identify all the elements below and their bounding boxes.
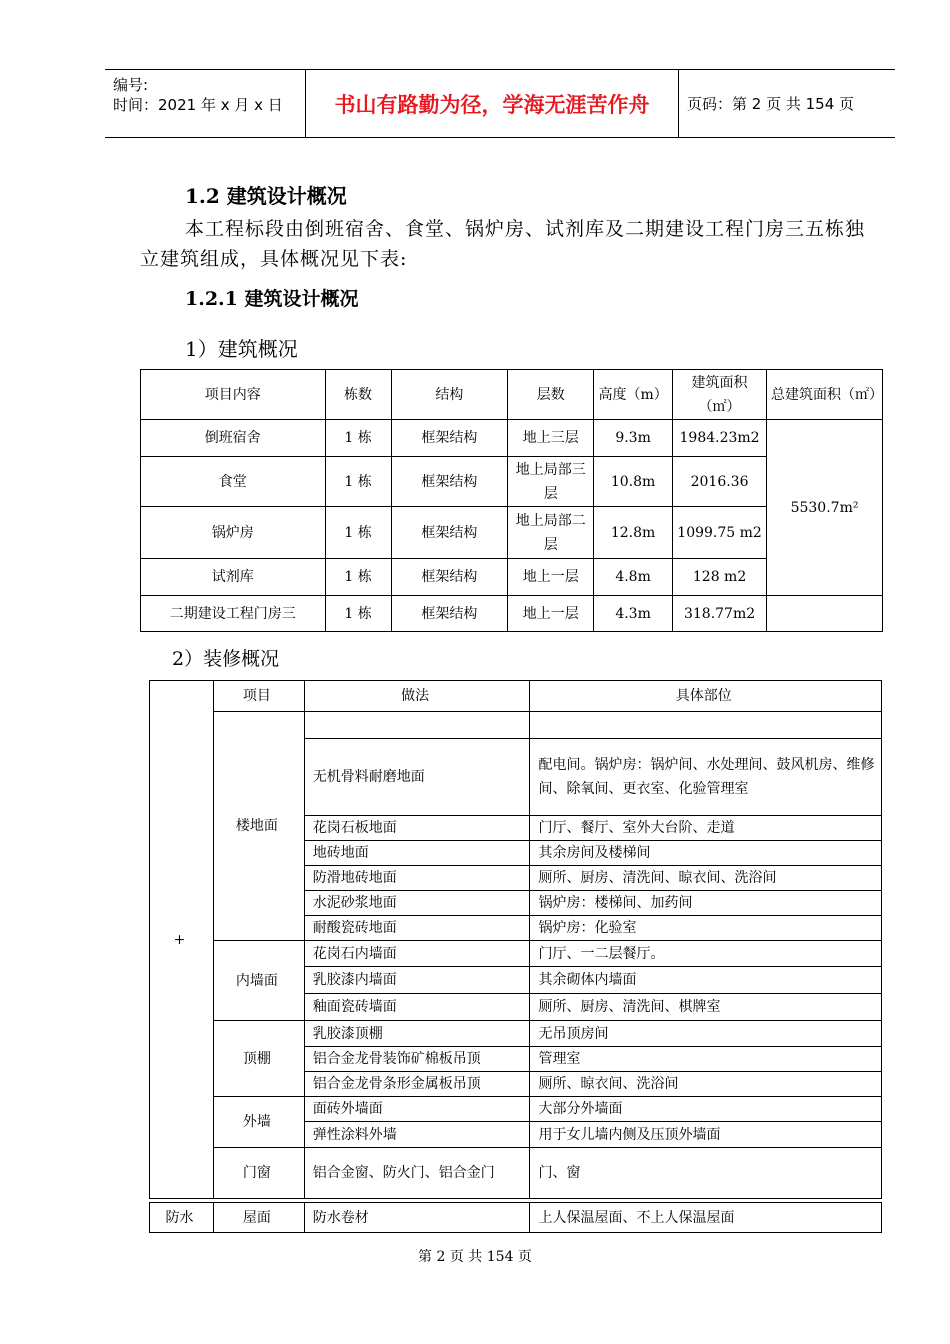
method-cell: 水泥砂浆地面 [304, 891, 530, 916]
waterproof-table [149, 1202, 882, 1233]
location-cell: 用于女儿墙内侧及压顶外墙面 [530, 1122, 882, 1148]
cell: 1 栋 [325, 420, 391, 457]
location-cell [530, 712, 882, 739]
group-inner-wall: 内墙面 [213, 941, 304, 1021]
method-cell: 地砖地面 [304, 841, 530, 866]
decoration-table [149, 680, 882, 1199]
location-cell: 门厅、一二层餐厅。 [530, 941, 882, 967]
location-cell: 上人保温屋面、不上人保温屋面 [530, 1203, 882, 1233]
method-cell: 铝合金龙骨装饰矿棉板吊顶 [304, 1047, 530, 1072]
cell: 10.8m [594, 457, 673, 507]
cell: 框架结构 [391, 596, 508, 632]
group-waterproof: 防水 [150, 1203, 214, 1233]
cell: 锅炉房 [141, 507, 326, 559]
building-overview-title: 1）建筑概况 [185, 337, 298, 361]
total-area-cell: 5530.7m² [767, 420, 883, 596]
cell: 地上三层 [508, 420, 594, 457]
method-cell: 铝合金龙骨条形金属板吊顶 [304, 1072, 530, 1097]
table-row [150, 1021, 882, 1047]
subsection-title: 1.2.1 建筑设计概况 [185, 288, 359, 310]
decoration-title: 2）装修概况 [172, 648, 280, 670]
header-cell: 项目 [213, 681, 304, 712]
method-cell: 防滑地砖地面 [304, 866, 530, 891]
table-row [150, 1097, 882, 1122]
cell: 1099.75 m2 [673, 507, 767, 559]
cell: 地上一层 [508, 596, 594, 632]
building-overview-table [140, 369, 883, 632]
table-row [150, 941, 882, 967]
location-cell: 管理室 [530, 1047, 882, 1072]
cell-empty [767, 596, 883, 632]
method-cell: 无机骨料耐磨地面 [304, 739, 530, 816]
header-cell: 层数 [508, 370, 594, 420]
location-cell: 厕所、晾衣间、洗浴间 [530, 1072, 882, 1097]
plus-mark: + [150, 681, 214, 1199]
method-cell: 弹性涂料外墙 [304, 1122, 530, 1148]
cell: 4.3m [594, 596, 673, 632]
location-cell: 门、窗 [530, 1148, 882, 1199]
location-cell: 厕所、厨房、清洗间、棋牌室 [530, 994, 882, 1021]
cell: 地上局部二层 [508, 507, 594, 559]
method-cell: 釉面瓷砖墙面 [304, 994, 530, 1021]
cell: 试剂库 [141, 559, 326, 596]
section-title: 1.2 建筑设计概况 [185, 184, 347, 208]
cell: 4.8m [594, 559, 673, 596]
method-cell: 花岗石板地面 [304, 816, 530, 841]
group-ceiling: 顶棚 [213, 1021, 304, 1097]
location-cell: 锅炉房：化验室 [530, 916, 882, 941]
header-cell: 做法 [304, 681, 530, 712]
group-outer-wall: 外墙 [213, 1097, 304, 1148]
table-row [150, 1203, 882, 1233]
table-row [141, 420, 883, 457]
page-header [105, 69, 895, 138]
page-footer: 第 2 页 共 154 页 [418, 1249, 532, 1265]
table-header-row [150, 681, 882, 712]
cell: 地上一层 [508, 559, 594, 596]
cell: 框架结构 [391, 420, 508, 457]
header-meta [105, 70, 306, 137]
cell: 1984.23m2 [673, 420, 767, 457]
header-cell: 高度（m） [594, 370, 673, 420]
cell: 倒班宿舍 [141, 420, 326, 457]
method-cell: 花岗石内墙面 [304, 941, 530, 967]
location-cell: 其余房间及楼梯间 [530, 841, 882, 866]
cell: 128 m2 [673, 559, 767, 596]
header-cell: 项目内容 [141, 370, 326, 420]
location-cell: 锅炉房：楼梯间、加药间 [530, 891, 882, 916]
method-cell: 乳胶漆内墙面 [304, 967, 530, 994]
table-header-row [141, 370, 883, 420]
cell: 2016.36 [673, 457, 767, 507]
table-row [150, 1148, 882, 1199]
method-cell: 面砖外墙面 [304, 1097, 530, 1122]
header-cell: 具体部位 [530, 681, 882, 712]
cell: 1 栋 [325, 559, 391, 596]
method-cell: 乳胶漆顶棚 [304, 1021, 530, 1047]
cell: 1 栋 [325, 457, 391, 507]
cell: 318.77m2 [673, 596, 767, 632]
cell: 9.3m [594, 420, 673, 457]
code-label: 编号: [113, 76, 149, 94]
cell: 框架结构 [391, 457, 508, 507]
cell: 1 栋 [325, 596, 391, 632]
cell: 框架结构 [391, 559, 508, 596]
cell: 12.8m [594, 507, 673, 559]
cell: 地上局部三层 [508, 457, 594, 507]
header-page-info: 页码：第 2 页 共 154 页 [687, 95, 855, 113]
time-label: 时间：2021 年 x 月 x 日 [113, 96, 283, 114]
location-cell: 大部分外墙面 [530, 1097, 882, 1122]
group-floor: 楼地面 [213, 712, 304, 941]
group-roof: 屋面 [213, 1203, 304, 1233]
intro-paragraph: 本工程标段由倒班宿舍、食堂、锅炉房、试剂库及二期建设工程门房三五栋独立建筑组成，具体概况见下表: [140, 218, 866, 270]
cell: 食堂 [141, 457, 326, 507]
table-row [150, 712, 882, 739]
table-row [141, 596, 883, 632]
method-cell: 防水卷材 [304, 1203, 530, 1233]
method-cell [304, 712, 530, 739]
location-cell: 配电间。锅炉房：锅炉间、水处理间、鼓风机房、维修间、除氧间、更衣室、化验管理室 [530, 739, 882, 816]
cell: 1 栋 [325, 507, 391, 559]
cell: 二期建设工程门房三 [141, 596, 326, 632]
header-cell: 结构 [391, 370, 508, 420]
method-cell: 耐酸瓷砖地面 [304, 916, 530, 941]
location-cell: 无吊顶房间 [530, 1021, 882, 1047]
location-cell: 厕所、厨房、清洗间、晾衣间、洗浴间 [530, 866, 882, 891]
location-cell: 门厅、餐厅、室外大台阶、走道 [530, 816, 882, 841]
cell: 框架结构 [391, 507, 508, 559]
location-cell: 其余砌体内墙面 [530, 967, 882, 994]
group-doors-windows: 门窗 [213, 1148, 304, 1199]
header-cell: 栋数 [325, 370, 391, 420]
header-motto: 书山有路勤为径，学海无涯苦作舟 [306, 70, 679, 137]
method-cell: 铝合金窗、防火门、铝合金门 [304, 1148, 530, 1199]
header-cell: 总建筑面积（㎡） [767, 370, 883, 420]
header-cell: 建筑面积（㎡） [673, 370, 767, 420]
